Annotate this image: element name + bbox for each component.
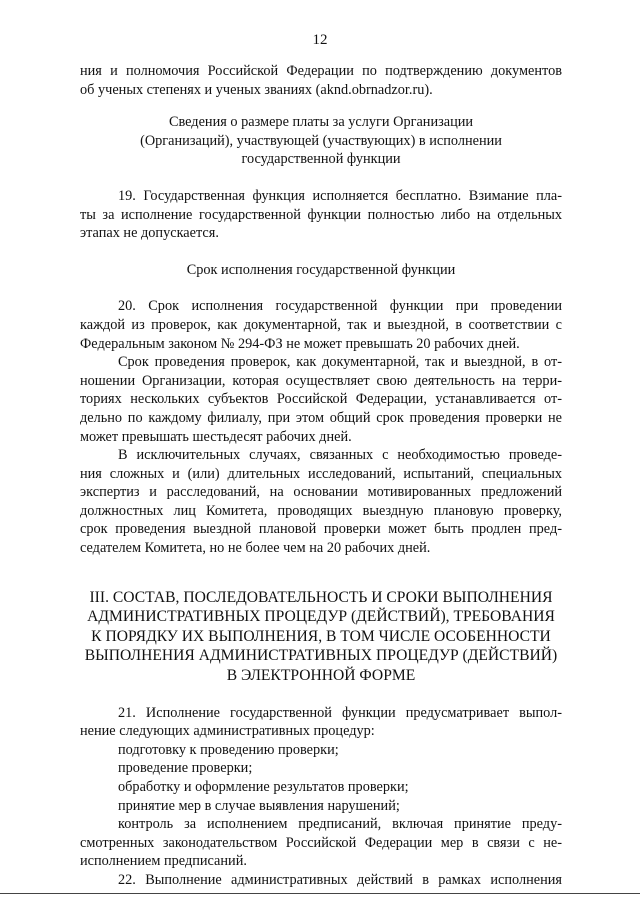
page-content [80, 62, 562, 890]
subheading-line: Сведения о размере платы за услуги Организации [168, 114, 474, 131]
text-line: седателем Комитета, но не более чем на 20 рабочих дней. [80, 540, 431, 557]
list-item: принятие мер в случае выявления нарушений; [118, 797, 400, 814]
text-line: исполнением предписаний. [80, 853, 247, 870]
text-line: дельно по каждому филиалу, при этом общий срок проведения проверки не [80, 409, 562, 426]
list-item: подготовку к проведению проверки; [118, 741, 339, 758]
section-heading-line: ВЫПОЛНЕНИЯ АДМИНИСТРАТИВНЫХ ПРОЦЕДУР (ДЕЙСТВИЙ) [84, 647, 558, 665]
text-line: 20. Срок исполнения государственной функции при проведении [118, 298, 562, 315]
text-line: этапах не допускается. [80, 225, 219, 242]
section-heading-line: В ЭЛЕКТРОННОЙ ФОРМЕ [226, 667, 416, 685]
text-line: ты за исполнение государственной функции полностью либо на отдельных [80, 206, 562, 223]
text-line: срок проведения выездной плановой проверки может быть продлен пред- [80, 521, 562, 538]
section-heading-line: К ПОРЯДКУ ИХ ВЫПОЛНЕНИЯ, В ТОМ ЧИСЛЕ ОСОБЕННОСТИ [91, 627, 551, 645]
list-item: обработку и оформление результатов проверки; [118, 779, 409, 795]
text-line: 22. Выполнение административных действий в рамках исполнения [118, 871, 562, 888]
text-line: ношении Организации, которая осуществляет свою деятельность на терри- [80, 372, 562, 389]
text-line: об ученых степенях и ученых званиях (aknd.obrnadzor.ru). [80, 81, 433, 98]
text-line: может превышать шестьдесят рабочих дней. [80, 428, 352, 445]
text-line: Федеральным законом № 294-ФЗ не может превышать 20 рабочих дней. [80, 335, 520, 352]
page-number: 12 [312, 32, 328, 48]
text-line: нение следующих административных процедур: [80, 723, 375, 740]
text-line: 19. Государственная функция исполняется бесплатно. Взимание пла- [118, 187, 562, 204]
text-line: 21. Исполнение государственной функции предусматривает выпол- [118, 704, 562, 721]
text-line: должностных лиц Комитета, проводящих выездную плановую проверку, [80, 502, 562, 519]
text-line: смотренных законодательством Российской Федерации мер в связи с не- [80, 834, 562, 851]
section-heading-line: III. СОСТАВ, ПОСЛЕДОВАТЕЛЬНОСТЬ И СРОКИ ВЫПОЛНЕНИЯ [89, 588, 553, 606]
text-line: ния и полномочия Российской Федерации по подтверждению документов [80, 63, 562, 79]
subheading-line: государственной функции [241, 151, 401, 168]
text-line: ния сложных и (или) длительных исследований, испытаний, специальных [80, 465, 562, 482]
section-heading-line: АДМИНИСТРАТИВНЫХ ПРОЦЕДУР (ДЕЙСТВИЙ), ТРЕБОВАНИЯ [87, 608, 555, 626]
text-line: ториях нескольких субъектов Российской Федерации, устанавливается от- [80, 391, 562, 408]
subheading-line: (Организаций), участвующей (участвующих) в исполнении [140, 132, 502, 149]
list-item: контроль за исполнением предписаний, включая принятие преду- [118, 816, 562, 833]
bottom-rule [0, 893, 640, 894]
text-line: экспертиз и расследований, на основании мотивированных предложений [80, 484, 562, 501]
text-line: каждой из проверок, как документарной, так и выездной, в соответствии с [80, 316, 562, 333]
subheading-line: Срок исполнения государственной функции [186, 261, 456, 278]
text-line: В исключительных случаях, связанных с необходимостью проведе- [118, 447, 562, 464]
list-item: проведение проверки; [118, 760, 253, 777]
text-line: Срок проведения проверок, как документарной, так и выездной, в от- [118, 354, 562, 371]
